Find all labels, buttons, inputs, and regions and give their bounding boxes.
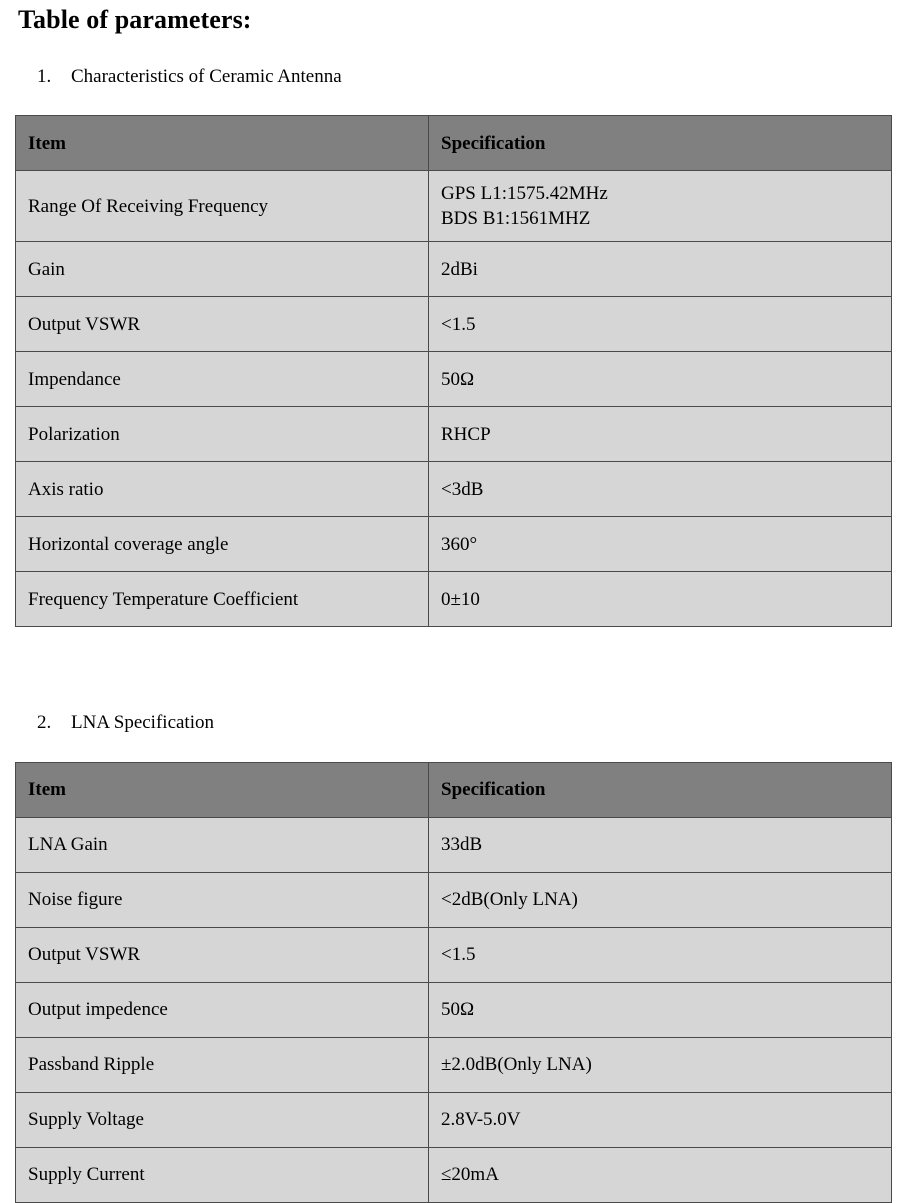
cell-item: Passband Ripple: [16, 1037, 429, 1092]
table1-body: [16, 171, 892, 627]
table-row: [16, 242, 892, 297]
cell-specification-line-1: GPS L1:1575.42MHz: [441, 183, 608, 205]
table-row: [16, 872, 892, 927]
cell-item: Output VSWR: [16, 297, 429, 352]
table2-header: [16, 762, 892, 817]
cell-specification-line-2: BDS B1:1561MHZ: [441, 208, 591, 230]
table-row: [16, 407, 892, 462]
cell-specification: 0±10: [429, 572, 892, 627]
table-row: [16, 927, 892, 982]
section-marker-2: 2.: [37, 712, 52, 734]
table-row: [16, 817, 892, 872]
table-row: [16, 1092, 892, 1147]
cell-specification: 2.8V-5.0V: [429, 1092, 892, 1147]
cell-item: Noise figure: [16, 872, 429, 927]
table1-header: [16, 116, 892, 171]
cell-specification: [429, 171, 892, 242]
cell-specification: 33dB: [429, 817, 892, 872]
cell-item: Horizontal coverage angle: [16, 517, 429, 572]
cell-item: Impendance: [16, 352, 429, 407]
section-heading-2: [18, 689, 911, 757]
cell-item: Supply Voltage: [16, 1092, 429, 1147]
table-header-row: [16, 762, 892, 817]
cell-specification: ±2.0dB(Only LNA): [429, 1037, 892, 1092]
cell-specification: 360°: [429, 517, 892, 572]
cell-item: Gain: [16, 242, 429, 297]
cell-item: Output VSWR: [16, 927, 429, 982]
section-title-2: LNA Specification: [71, 712, 214, 734]
table-row: [16, 297, 892, 352]
cell-item: Polarization: [16, 407, 429, 462]
cell-specification: <2dB(Only LNA): [429, 872, 892, 927]
table-row: [16, 517, 892, 572]
column-header-item: Item: [16, 116, 429, 171]
table-row: [16, 462, 892, 517]
cell-item: Output impedence: [16, 982, 429, 1037]
section-heading-1: [18, 43, 911, 111]
page-title: Table of parameters:: [18, 5, 252, 34]
table-row: [16, 572, 892, 627]
cell-specification: <1.5: [429, 927, 892, 982]
document-page: [0, 5, 911, 1186]
column-header-specification: Specification: [429, 762, 892, 817]
cell-item: Supply Current: [16, 1147, 429, 1202]
cell-specification: RHCP: [429, 407, 892, 462]
cell-specification: 50Ω: [429, 352, 892, 407]
column-header-item: Item: [16, 762, 429, 817]
cell-specification: 2dBi: [429, 242, 892, 297]
table-row: [16, 352, 892, 407]
cell-specification: ≤20mA: [429, 1147, 892, 1202]
cell-item: Axis ratio: [16, 462, 429, 517]
cell-specification: <1.5: [429, 297, 892, 352]
table2-body: [16, 817, 892, 1202]
table-row: [16, 1037, 892, 1092]
lna-specification-table: [15, 762, 892, 1203]
section-title-1: Characteristics of Ceramic Antenna: [71, 65, 342, 87]
table-header-row: [16, 116, 892, 171]
cell-item: LNA Gain: [16, 817, 429, 872]
column-header-specification: Specification: [429, 116, 892, 171]
section-marker-1: 1.: [37, 65, 52, 87]
table-row: [16, 982, 892, 1037]
cell-item: Frequency Temperature Coefficient: [16, 572, 429, 627]
cell-specification: 50Ω: [429, 982, 892, 1037]
cell-specification: <3dB: [429, 462, 892, 517]
ceramic-antenna-parameters-table: [15, 115, 892, 627]
table-row: [16, 1147, 892, 1202]
section-spacer: [0, 627, 911, 681]
cell-item: Range Of Receiving Frequency: [16, 171, 429, 242]
table-row: [16, 171, 892, 242]
